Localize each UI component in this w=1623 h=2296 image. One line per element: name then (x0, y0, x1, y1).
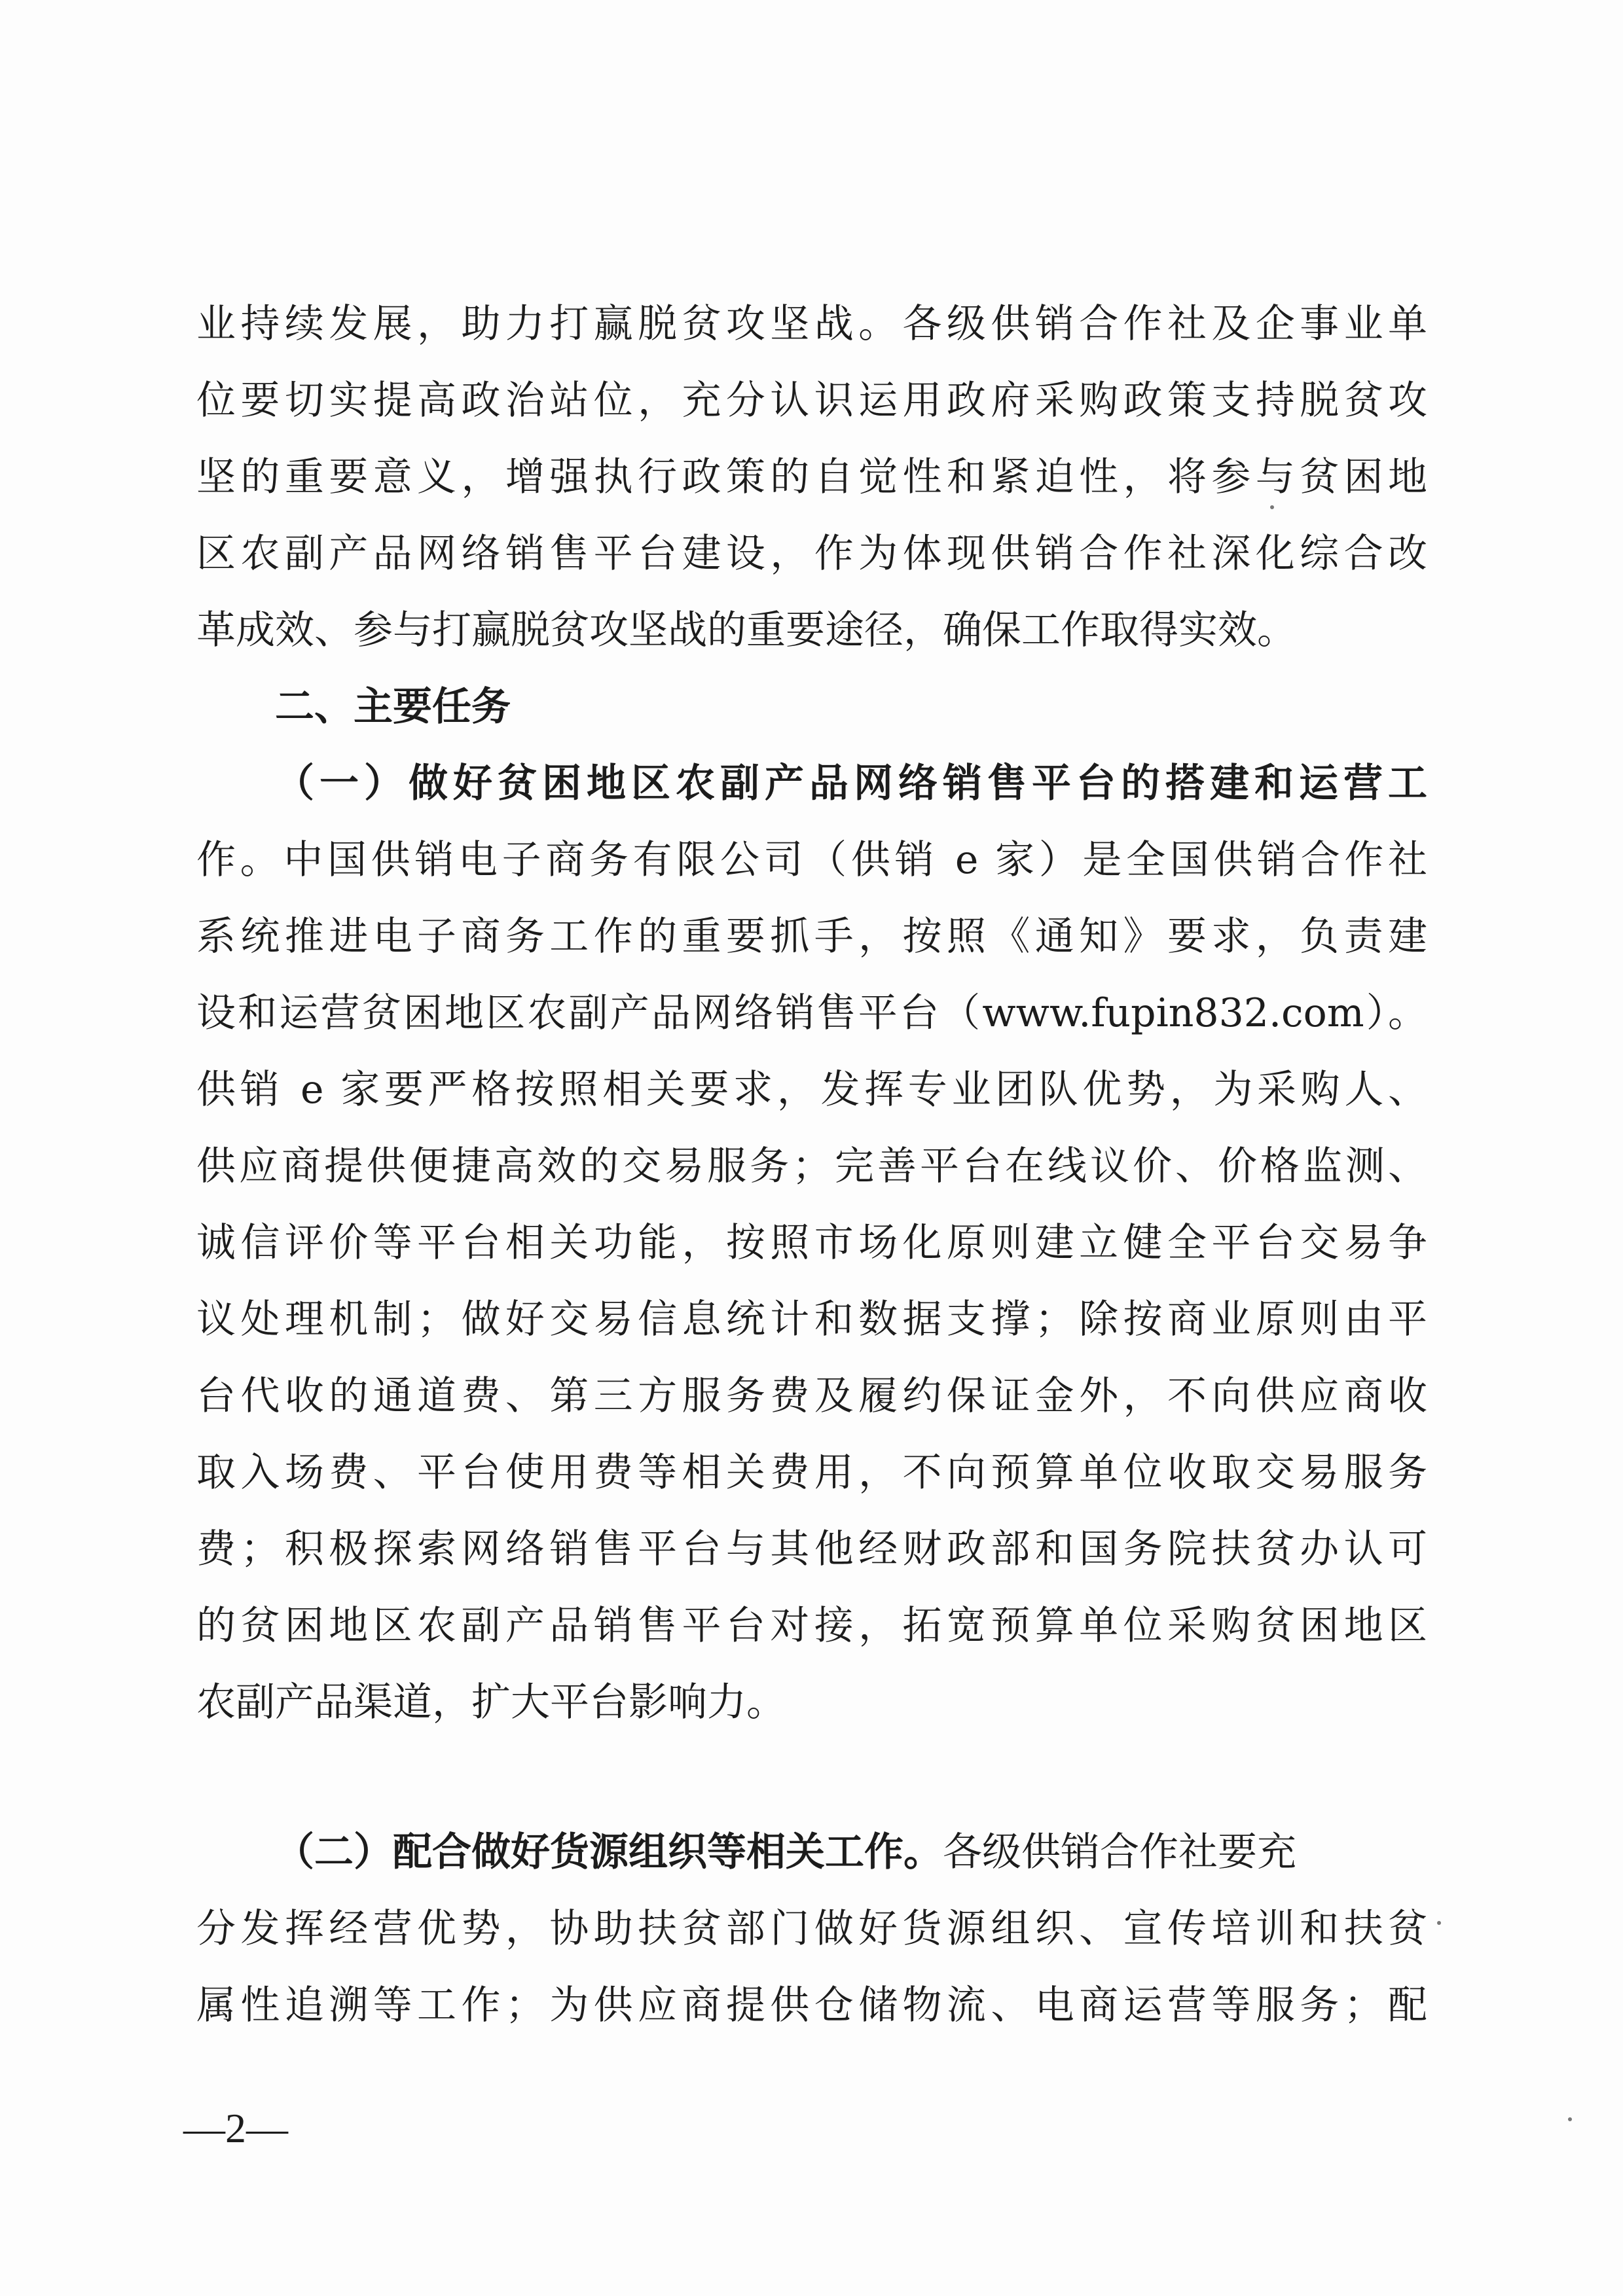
text-line: 位要切实提高政治站位，充分认识运用政府采购政策支持脱贫攻 (196, 378, 1427, 423)
text-line: 供应商提供便捷高效的交易服务；完善平台在线议价、价格监测、 (196, 1143, 1427, 1189)
text-line: 作。中国供销电子商务有限公司（供销 e 家）是全国供销合作社 (196, 837, 1427, 883)
section-heading: 二、主要任务 (275, 684, 511, 730)
text-line (275, 1826, 1427, 1878)
text-line: 诚信评价等平台相关功能，按照市场化原则建立健全平台交易争 (196, 1220, 1427, 1266)
text-line: 分发挥经营优势，协助扶贫部门做好货源组织、宣传培训和扶贫 (196, 1906, 1427, 1952)
page-number: —2— (183, 2105, 288, 2151)
subsection-heading: （一）做好贫困地区农副产品网络销售平台的搭建和运营工 (275, 761, 1427, 806)
text-line: 供销 e 家要严格按照相关要求，发挥专业团队优势，为采购人、 (196, 1067, 1427, 1113)
scan-speck (1437, 1921, 1441, 1925)
text-line: 设和运营贫困地区农副产品网络销售平台（www.fupin832.com）。 (196, 990, 1427, 1036)
scan-speck (1568, 2117, 1572, 2121)
text-run: 各级供销合作社要充 (943, 1829, 1296, 1875)
text-line: 的贫困地区农副产品销售平台对接，拓宽预算单位采购贫困地区 (196, 1603, 1427, 1649)
text-line: 系统推进电子商务工作的重要抓手，按照《通知》要求，负责建 (196, 914, 1427, 960)
text-line: 取入场费、平台使用费等相关费用，不向预算单位收取交易服务 (196, 1450, 1427, 1496)
text-line: 属性追溯等工作；为供应商提供仓储物流、电商运营等服务；配 (196, 1982, 1427, 2028)
text-line: 革成效、参与打赢脱贫攻坚战的重要途径，确保工作取得实效。 (196, 607, 1296, 653)
text-line: 议处理机制；做好交易信息统计和数据支撑；除按商业原则由平 (196, 1297, 1427, 1342)
text-line: 农副产品渠道，扩大平台影响力。 (196, 1679, 786, 1725)
text-line: 台代收的通道费、第三方服务费及履约保证金外，不向供应商收 (196, 1373, 1427, 1419)
text-line: 区农副产品网络销售平台建设，作为体现供销合作社深化综合改 (196, 531, 1427, 577)
scan-speck (1270, 505, 1274, 509)
subsection-heading: （二）配合做好货源组织等相关工作。 (275, 1829, 943, 1875)
text-line: 业持续发展，助力打赢脱贫攻坚战。各级供销合作社及企事业单 (196, 301, 1427, 347)
text-line: 坚的重要意义，增强执行政策的自觉性和紧迫性，将参与贫困地 (196, 454, 1427, 500)
text-line: 费；积极探索网络销售平台与其他经财政部和国务院扶贫办认可 (196, 1526, 1427, 1572)
